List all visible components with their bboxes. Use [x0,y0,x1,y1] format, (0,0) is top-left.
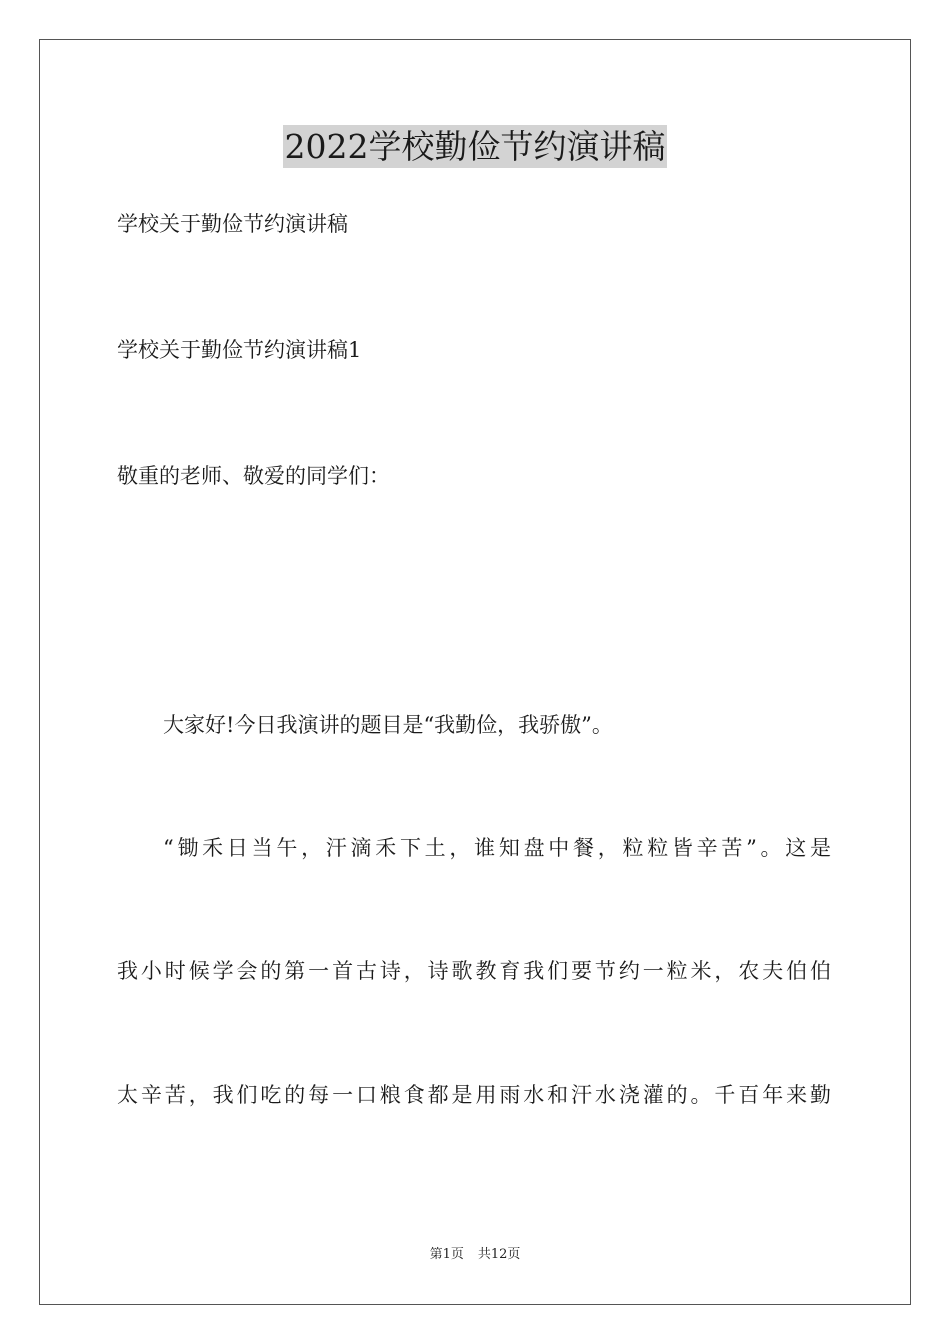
salutation: 敬重的老师、敬爱的同学们： [117,464,390,488]
paragraph-line: “锄禾日当午，汗滴禾下土，谁知盘中餐，粒粒皆辛苦”。这是 [163,836,831,860]
page-number: 第1页 [429,1247,464,1262]
document-subtitle: 学校关于勤俭节约演讲稿 [117,212,348,236]
page-footer [0,1245,950,1265]
document-title-text: 2022学校勤俭节约演讲稿 [284,127,666,166]
paragraph-line: 我小时候学会的第一首古诗，诗歌教育我们要节约一粒米，农夫伯伯 [117,959,831,983]
document-title [0,124,950,170]
paragraph-line: 太辛苦，我们吃的每一口粮食都是用雨水和汗水浇灌的。千百年来勤 [117,1083,831,1107]
page-total: 共12页 [477,1247,521,1262]
paragraph-line: 大家好!今日我演讲的题目是“我勤俭，我骄傲”。 [163,713,613,737]
section-heading: 学校关于勤俭节约演讲稿1 [117,338,362,362]
